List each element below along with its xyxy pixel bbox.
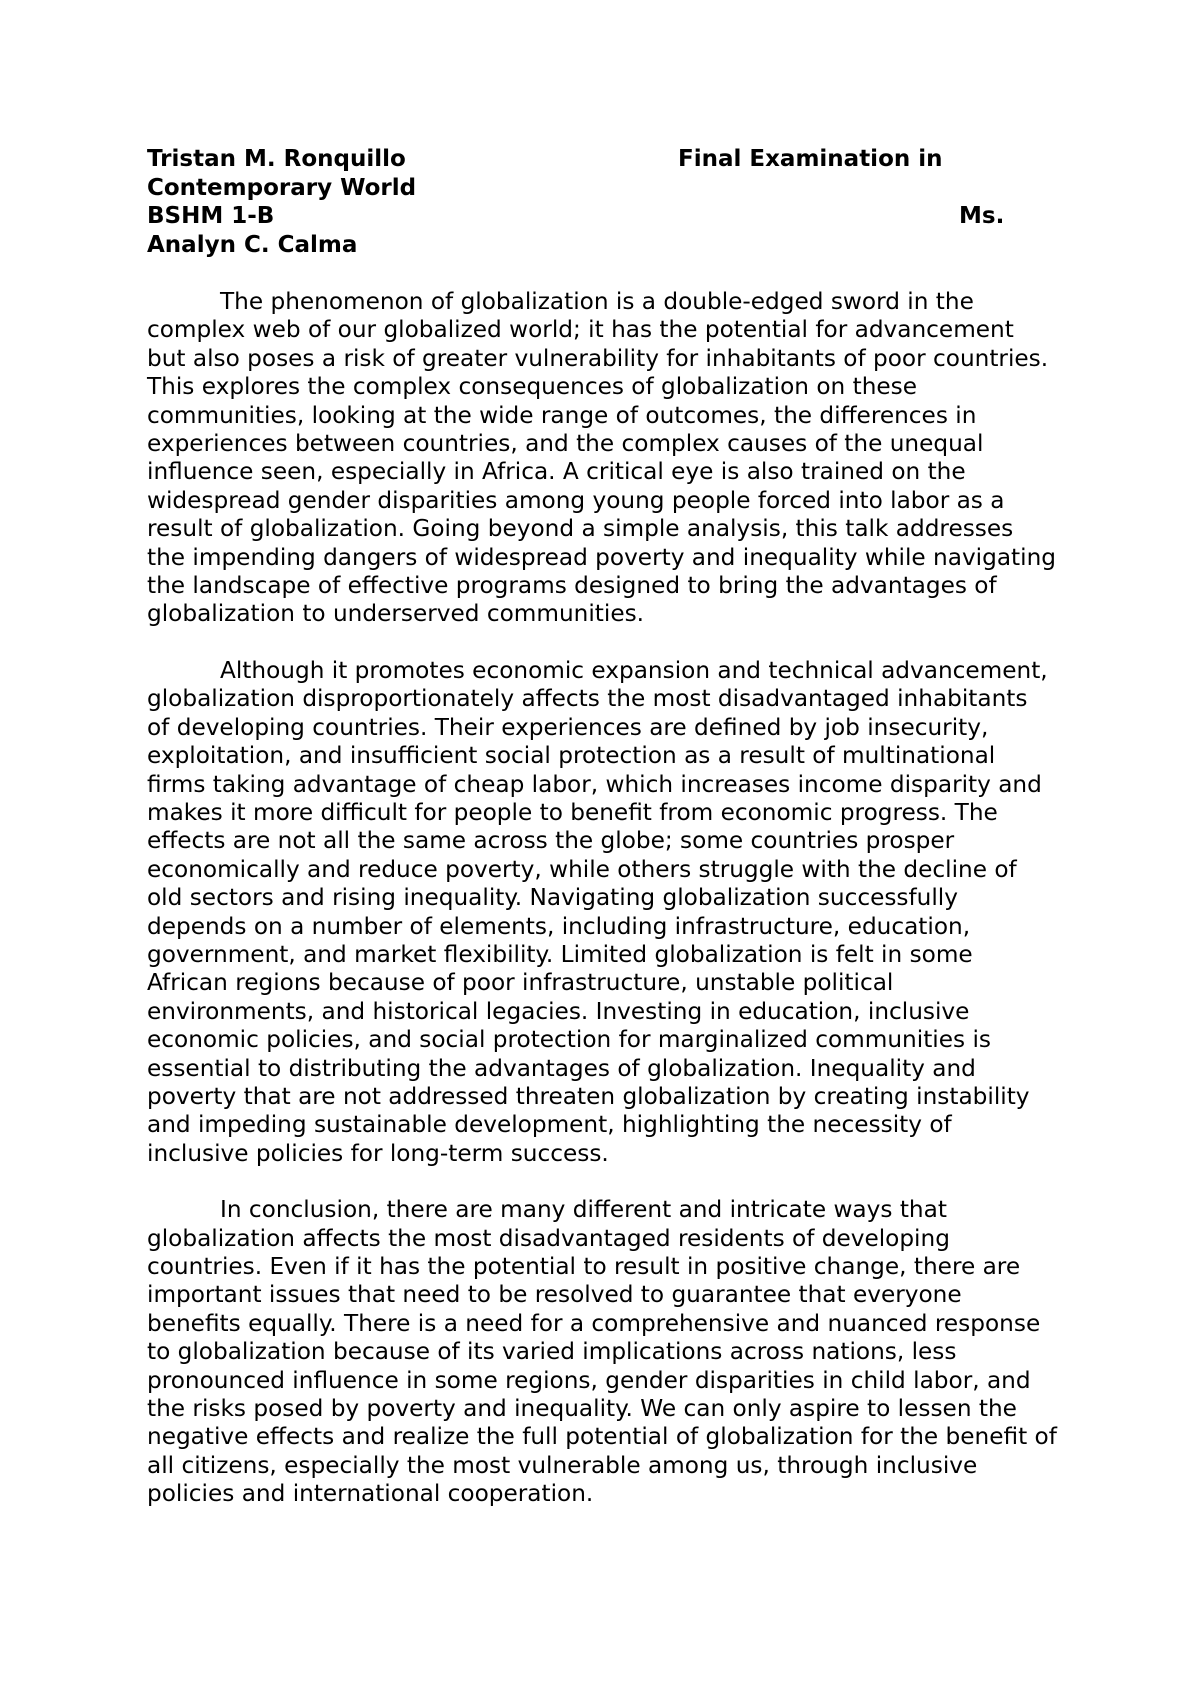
header-line-1 [147,145,1057,174]
paragraph-body: Although it promotes economic expansion and technical advancement, globalization disproportionately affects the most disadvantaged inhabitants of developing countries. Their experiences are defined by job insecurity, exploitation, and insufficient social protection as a result of multinational firms taking advantage of cheap labor, which increases income disparity and makes it more difficult for people to benefit from economic progress. The effects are not all the same across the globe; some countries prosper economically and reduce poverty, while others struggle with the decline of old sectors and rising inequality. Navigating globalization successfully depends on a number of elements, including infrastructure, education, government, and market flexibility. Limited globalization is felt in some African regions because of poor infrastructure, unstable political environments, and historical legacies. Investing in education, inclusive economic policies, and social protection for marginalized communities is essential to distributing the advantages of globalization. Inequality and poverty that are not addressed threaten globalization by creating instability and impeding sustainable development, highlighting the necessity of inclusive policies for long-term success. [147,656,1048,1167]
document-body [147,145,1057,1509]
exam-subject: Contemporary World [147,174,417,201]
header-line-2 [147,174,1057,203]
paragraph-conclusion: In conclusion, there are many different and intricate ways that globalization affects the most disadvantaged residents of developing countries. Even if it has the potential to result in positive change, there are important issues that need to be resolved to guarantee that everyone benefits equally. There is a need for a comprehensive and nuanced response to globalization because of its varied implications across nations, less pronounced influence in some regions, gender disparities in child labor, and the risks posed by poverty and inequality. We can only aspire to lessen the negative effects and realize the full potential of globalization for the benefit of all citizens, especially the most vulnerable among us, through inclusive policies and international cooperation. [147,1196,1057,1508]
teacher-honorific: Ms. [959,203,1005,229]
teacher-name: Analyn C. Calma [147,231,358,258]
paragraph-introduction: The phenomenon of globalization is a double-edged sword in the complex web of our globalized world; it has the potential for advancement but also poses a risk of greater vulnerability for inhabitants of poor countries. This explores the complex consequences of globalization on these communities, looking at the wide range of outcomes, the differences in experiences between countries, and the complex causes of the unequal influence seen, especially in Africa. A critical eye is also trained on the widespread gender disparities among young people forced into labor as a result of globalization. Going beyond a simple analysis, this talk addresses the impending dangers of widespread poverty and inequality while navigating the landscape of effective programs designed to bring the advantages of globalization to underserved communities. [147,288,1056,628]
student-name: Tristan M. Ronquillo [147,146,406,172]
exam-title: Final Examination in [678,146,943,172]
header-line-3 [147,202,1057,231]
document-header [147,145,1057,259]
student-section: BSHM 1-B [147,203,275,229]
header-line-4 [147,231,1057,260]
